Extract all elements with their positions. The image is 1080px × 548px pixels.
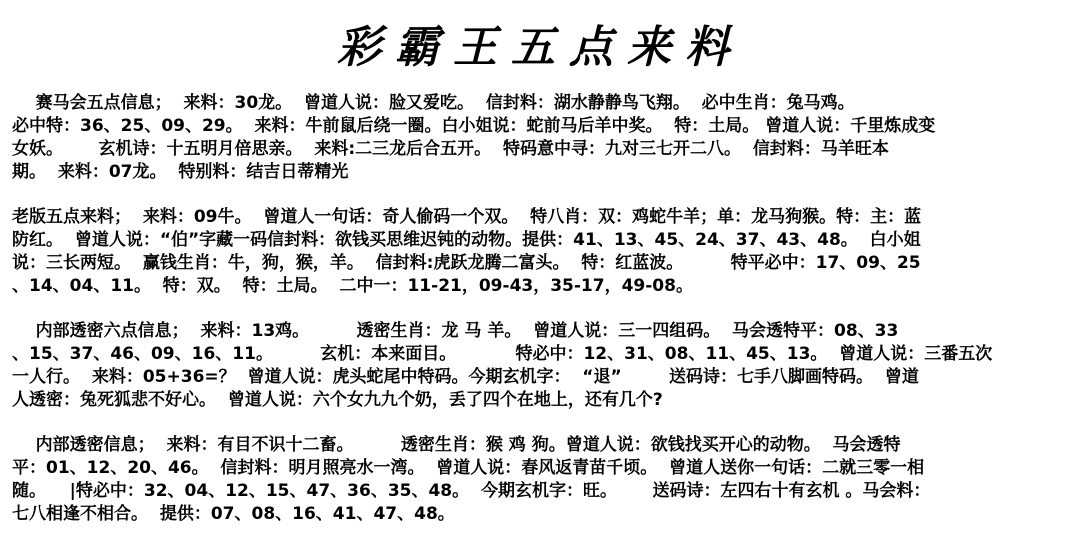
- paragraph-saimahui-info: [12, 92, 1064, 184]
- page-title: 彩霸王五点来料: [337, 22, 743, 73]
- text-line: 七八相逢不相合。 提供：07、08、16、41、47、48。: [12, 504, 455, 524]
- text-line: 人透密：兔死狐悲不好心。 曾道人说：六个女九九个奶，丢了四个在地上，还有几个?: [12, 390, 663, 410]
- text-line: 女妖。 玄机诗：十五明月倍思亲。 来料:二三龙后合五开。 特码意中寻：九对三七开二八。 信封料：马羊旺本: [12, 139, 889, 159]
- text-line: 赛马会五点信息； 来料：30龙。 曾道人说：脸又爱吃。 信封料：湖水静静鸟飞翔。 必中生肖：兔马鸡。: [12, 93, 855, 113]
- text-line: 内部透密六点信息； 来料：13鸡。 透密生肖：龙 马 羊。 曾道人说：三一四组码。 马会透特平：08、33: [12, 321, 899, 341]
- paragraph-neibu-six-info: [12, 320, 1064, 412]
- text-line: 随。 |特必中：32、04、12、15、47、36、35、48。 今期玄机字：旺。 送码诗：左四右十有玄机 。马会料：: [12, 481, 931, 501]
- text-line: 必中特：36、25、09、29。 来料：牛前鼠后绕一圈。白小姐说：蛇前马后羊中奖。 特：土局。 曾道人说：千里炼成变: [12, 116, 936, 136]
- document-body: [12, 92, 1064, 548]
- text-line: 期。 来料：07龙。 特别料：结吉日蒂精光: [12, 162, 349, 182]
- paragraph-neibu-info: [12, 434, 1064, 526]
- text-line: 说：三长两短。 赢钱生肖：牛，狗，猴，羊。 信封料:虎跃龙腾二富头。 特：红蓝波。 特平必中：17、09、25: [12, 253, 921, 273]
- text-line: 一人行。 来料：05+36=？ 曾道人说：虎头蛇尾中特码。今期玄机字： “退” 送码诗：七手八脚画特码。 曾道: [12, 367, 919, 387]
- text-line: 内部透密信息； 来料：有目不识十二畜。 透密生肖：猴 鸡 狗。曾道人说：欲钱找买开心的动物。 马会透特: [12, 435, 901, 455]
- text-line: 平：01、12、20、46。 信封料：明月照亮水一湾。 曾道人说：春风返青苗千顷。 曾道人送你一句话：二就三零一相: [12, 458, 925, 478]
- paragraph-laoban-info: [12, 206, 1064, 298]
- text-line: 防红。 曾道人说：“伯”字藏一码信封料：欲钱买思维迟钝的动物。提供：41、13、45、24、37、43、48。 白小姐: [12, 230, 921, 250]
- text-line: 、14、04、11。 特：双。 特：土局。 二中一：11-21，09-43，35-17，49-08。: [12, 276, 693, 296]
- text-line: 老版五点来料； 来料：09牛。 曾道人一句话：奇人偷码一个双。 特八肖：双：鸡蛇牛羊；单：龙马狗猴。特：主：蓝: [12, 207, 922, 227]
- text-line: 、15、37、46、09、16、11。 玄机：本来面目。 特必中：12、31、08、11、45、13。 曾道人说：三番五次: [12, 344, 993, 364]
